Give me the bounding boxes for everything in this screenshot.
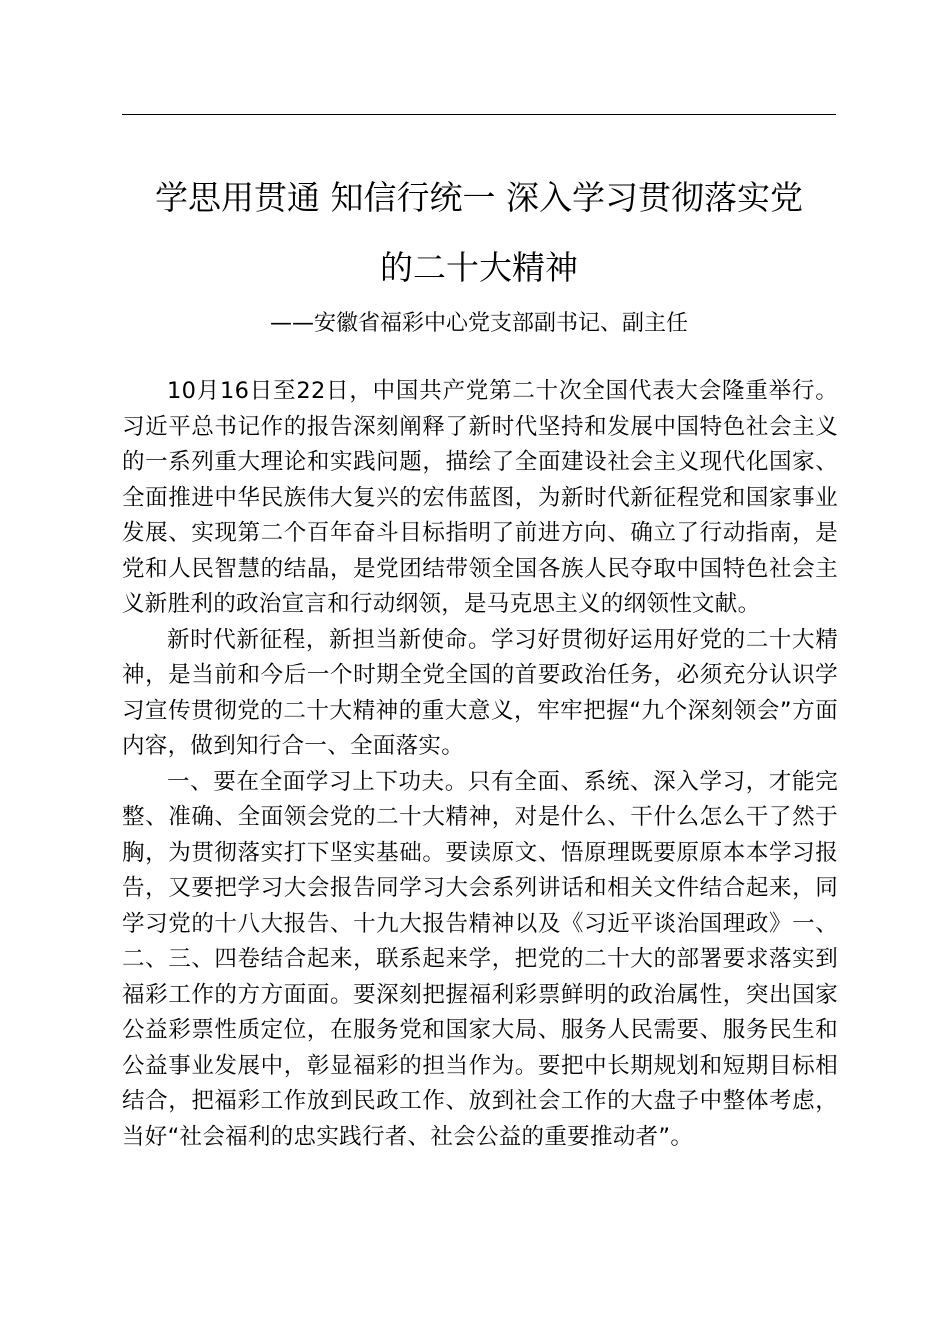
document-subtitle: ——安徽省福彩中心党支部副书记、副主任 (269, 311, 688, 336)
paragraph-2: 新时代新征程，新担当新使命。学习好贯彻好运用好党的二十大精神，是当前和今后一个时期全党全国的首要政治任务，必须充分认识学习宣传贯彻党的二十大精神的重大意义，牢牢把握“九个深刻领会”方面内容，做到知行合一、全面落实。 (122, 626, 838, 759)
paragraph-1: 10月16日至22日，中国共产党第二十次全国代表大会隆重举行。习近平总书记作的报告深刻阐释了新时代坚持和发展中国特色社会主义的一系列重大理论和实践问题，描绘了全面建设社会主义现代化国家、全面推进中华民族伟大复兴的宏伟蓝图，为新时代新征程党和国家事业发展、实现第二个百年奋斗目标指明了前进方向、确立了行动指南，是党和人民智慧的结晶，是党团结带领全国各族人民夺取中国特色社会主义新胜利的政治宣言和行动纲领，是马克思主义的纲领性文献。 (122, 378, 838, 617)
header-rule (122, 114, 836, 115)
document-title-line-2: 的二十大精神 (380, 248, 578, 287)
document-title-line-1: 学思用贯通 知信行统一 深入学习贯彻落实党 (155, 178, 803, 217)
document-body (122, 374, 838, 1155)
paragraph-3: 一、要在全面学习上下功夫。只有全面、系统、深入学习，才能完整、准确、全面领会党的二十大精神，对是什么、干什么怎么干了然于胸，为贯彻落实打下坚实基础。要读原文、悟原理既要原原本本学习报告，又要把学习大会报告同学习大会系列讲话和相关文件结合起来，同学习党的十八大报告、十九大报告精神以及《习近平谈治国理政》一、二、三、四卷结合起来，联系起来学，把党的二十大的部署要求落实到福彩工作的方方面面。要深刻把握福利彩票鲜明的政治属性，突出国家公益彩票性质定位，在服务党和国家大局、服务人民需要、服务民生和公益事业发展中，彰显福彩的担当作为。要把中长期规划和短期目标相结合，把福彩工作放到民政工作、放到社会工作的大盘子中整体考虑，当好“社会福利的忠实践行者、社会公益的重要推动者”。 (122, 768, 838, 1150)
